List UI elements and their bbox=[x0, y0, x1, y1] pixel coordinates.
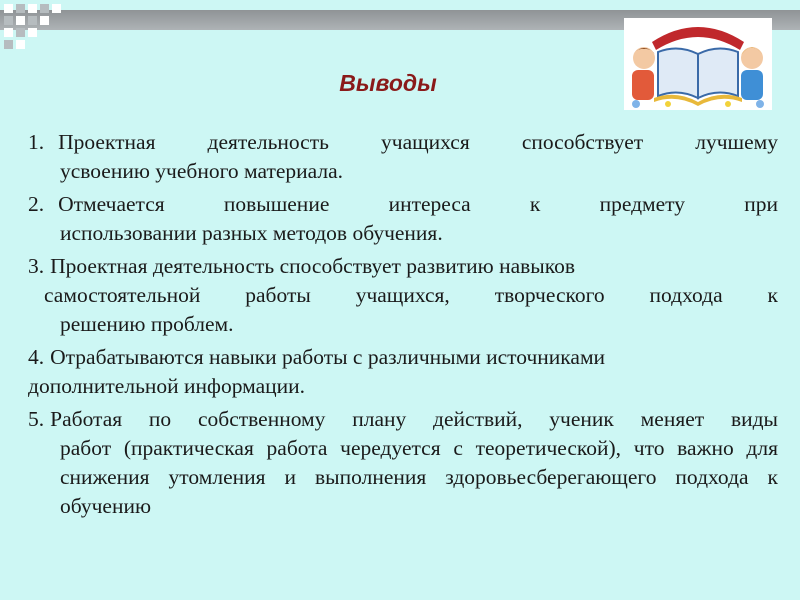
item-text: Проектная деятельность учащихся способствует лучшему bbox=[58, 130, 778, 154]
list-item bbox=[28, 190, 778, 248]
item-text: использовании разных методов обучения. bbox=[60, 221, 443, 245]
list-item bbox=[28, 343, 778, 401]
item-text: Проектная деятельность способствует развитию навыков bbox=[50, 254, 575, 278]
decorative-squares bbox=[4, 4, 60, 48]
item-text: дополнительной информации. bbox=[28, 374, 306, 398]
list-item bbox=[28, 128, 778, 186]
item-number: 1. bbox=[28, 130, 45, 154]
item-text: самостоятельной работы учащихся, творческого подхода к bbox=[44, 283, 778, 307]
item-text: решению проблем. bbox=[60, 312, 234, 336]
item-text: усвоению учебного материала. bbox=[60, 159, 344, 183]
list-item bbox=[28, 252, 778, 339]
item-number: 5. bbox=[28, 407, 45, 431]
item-number: 3. bbox=[28, 254, 45, 278]
conclusions-list bbox=[28, 128, 778, 525]
list-item bbox=[28, 405, 778, 521]
item-number: 4. bbox=[28, 345, 45, 369]
item-text: Отмечается повышение интереса к предмету при bbox=[58, 192, 778, 216]
item-text: Работая по собственному плану действий, ученик меняет виды bbox=[50, 407, 778, 431]
item-text: работ (практическая работа чередуется с теоретической), что важно для снижения утомления и выполнения здоровьесберегающего подхода к обучению bbox=[60, 436, 778, 518]
item-text: Отрабатываются навыки работы с различными источниками bbox=[50, 345, 606, 369]
slide-title: Выводы bbox=[339, 70, 437, 96]
item-number: 2. bbox=[28, 192, 45, 216]
